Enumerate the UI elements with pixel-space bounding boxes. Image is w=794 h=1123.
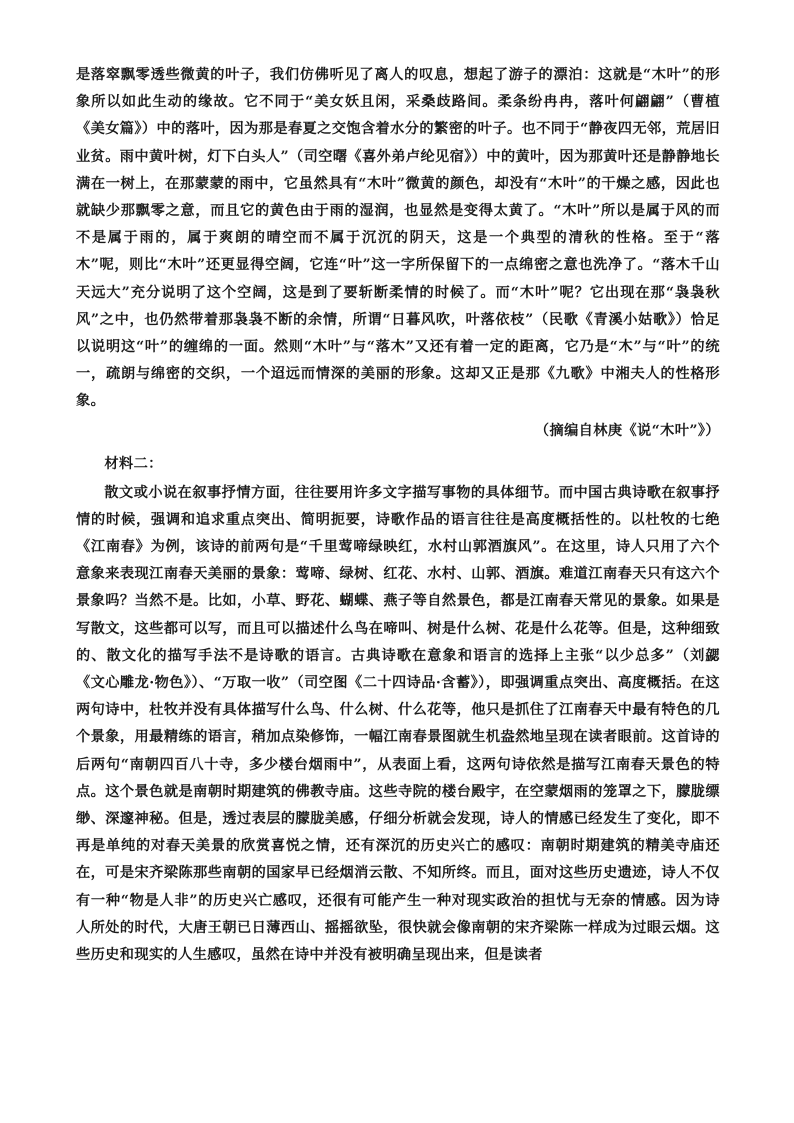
source-citation: （摘编自林庚《说“木叶”》）: [534, 422, 720, 439]
paragraph-material1-continued: 是落窣飘零透些微黄的叶子，我们仿佛听见了离人的叹息，想起了游子的漂泊：这就是“木叶”的形象所以如此生动的缘故。它不同于“美女妖且闲，采桑歧路间。柔条纷冉冉，落叶何翩翩”（曹植《美女篇》）中的落叶，因为那是春夏之交饱含着水分的繁密的叶子。也不同于“静夜四无邻，荒居旧业贫。雨中黄叶树，灯下白头人”（司空曙《喜外弟卢纶见宿》）中的黄叶，因为那黄叶还是静静地长满在一树上，在那蒙蒙的雨中，它虽然具有“木叶”微黄的颜色，却没有“木叶”的干燥之感，因此也就缺少那飘零之意，而且它的黄色由于雨的湿润，也显然是变得太黄了。“木叶”所以是属于风的而不是属于雨的，属于爽朗的晴空而不属于沉沉的阴天，这是一个典型的清秋的性格。至于“落木”呢，则比“木叶”还更显得空阔，它连“叶”这一字所保留下的一点绵密之意也洗净了。“落木千山天远大”充分说明了这个空阔，这是到了要斩断柔情的时候了。而“木叶”呢？它出现在那“袅袅秋风”之中，也仍然带着那袅袅不断的余情，所谓“日暮风吹，叶落依枝”（民歌《青溪小姑歌》）恰足以说明这“叶”的缠绵的一面。然则“木叶”与“落木”又还有着一定的距离，它乃是“木”与“叶”的统一，疏朗与绵密的交织，一个迢远而情深的美丽的形象。这却又正是那《九歌》中湘夫人的性格形象。: [76, 67, 720, 410]
paragraph-material2: 散文或小说在叙事抒情方面，往往要用许多文字描写事物的具体细节。而中国古典诗歌在叙事抒情的时候，强调和追求重点突出、简明扼要，诗歌作品的语言往往是高度概括性的。以杜牧的七绝《江南春》为例，该诗的前两句是“千里莺啼绿映红，水村山郭酒旗风”。在这里，诗人只用了六个意象来表现江南春天美丽的景象：莺啼、绿树、红花、水村、山郭、酒旗。难道江南春天只有这六个景象吗？当然不是。比如，小草、野花、蝴蝶、燕子等自然景色，都是江南春天常见的景象。如果是写散文，这些都可以写，而且可以描述什么鸟在啼叫、树是什么树、花是什么花等。但是，这种细致的、散文化的描写手法不是诗歌的语言。古典诗歌在意象和语言的选择上主张“以少总多”（刘勰《文心雕龙·物色》）、“万取一收”（司空图《二十四诗品·含蓄》），即强调重点突出、高度概括。在这两句诗中，杜牧并没有具体描写什么鸟、什么树、什么花等，他只是抓住了江南春天中最有特色的几个景象，用最精练的语言，稍加点染修饰，一幅江南春景图就生机盎然地呈现在读者眼前。这首诗的后两句“南朝四百八十寺，多少楼台烟雨中”，从表面上看，这两句诗依然是描写江南春天景色的特点。这个景色就是南朝时期建筑的佛教寺庙。这些寺院的楼台殿宇，在空蒙烟雨的笼罩之下，朦胧缥缈、深邃神秘。但是，透过表层的朦胧美感，仔细分析就会发现，诗人的情感已经发生了变化，即不再是单纯的对春天美景的欣赏喜悦之情，还有深沉的历史兴亡的感叹：南朝时期建筑的精美寺庙还在，可是宋齐梁陈那些南朝的国家早已经烟消云散、不知所终。而且，面对这些历史遗迹，诗人不仅有一种“物是人非”的历史兴亡感叹，还很有可能产生一种对现实政治的担忧与无奈的情感。因为诗人所处的时代，大唐王朝已日薄西山、摇摇欲坠，很快就会像南朝的宋齐梁陈一样成为过眼云烟。这些历史和现实的人生感叹，虽然在诗中并没有被明确呈现出来，但是读者: [76, 484, 720, 964]
material2-label: 材料二：: [104, 455, 163, 472]
document-page: [76, 62, 720, 969]
